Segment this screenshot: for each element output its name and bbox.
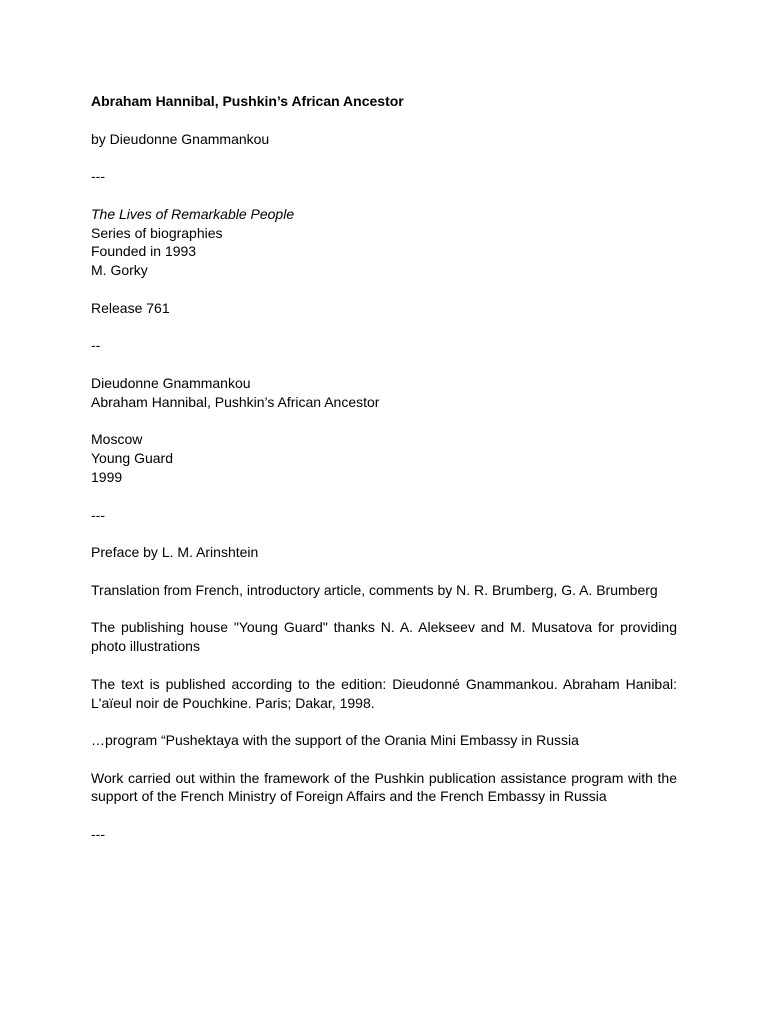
program-paragraph: …program “Pushektaya with the support of the Orania Mini Embassy in Russia: [91, 732, 579, 749]
imprint-city: Moscow: [91, 431, 143, 448]
document-page: [91, 92, 677, 844]
separator: ---: [91, 168, 105, 185]
separator: --: [91, 337, 101, 354]
edition-paragraph: The text is published according to the edition: Dieudonné Gnammankou. Abraham Hanibal: L'aïeul noir de Pouchkine. Paris; Dakar, 1998.: [91, 675, 677, 711]
thanks-paragraph: The publishing house "Young Guard" thanks N. A. Alekseev and M. Musatova for providing photo illustrations: [91, 619, 677, 655]
series-founded: Founded in 1993: [91, 243, 197, 260]
release-number: Release 761: [91, 299, 170, 316]
imprint-year: 1999: [91, 468, 123, 485]
series-subtitle: Series of biographies: [91, 224, 223, 241]
imprint-publisher: Young Guard: [91, 450, 173, 467]
book-title: Abraham Hannibal, Pushkin’s African Ancestor: [91, 393, 380, 410]
byline: by Dieudonne Gnammankou: [91, 130, 270, 147]
translation-credit: Translation from French, introductory article, comments by N. R. Brumberg, G. A. Brumberg: [91, 581, 658, 598]
framework-paragraph: Work carried out within the framework of the Pushkin publication assistance program with the support of the French Ministry of Foreign Affairs and the French Embassy in Russia: [91, 769, 677, 805]
series-founder: M. Gorky: [91, 262, 148, 279]
separator: ---: [91, 506, 105, 523]
separator: ---: [91, 826, 105, 843]
series-name: The Lives of Remarkable People: [91, 205, 295, 222]
preface-credit: Preface by L. M. Arinshtein: [91, 544, 259, 561]
document-title: Abraham Hannibal, Pushkin’s African Ancestor: [91, 93, 404, 109]
author-name: Dieudonne Gnammankou: [91, 374, 251, 391]
